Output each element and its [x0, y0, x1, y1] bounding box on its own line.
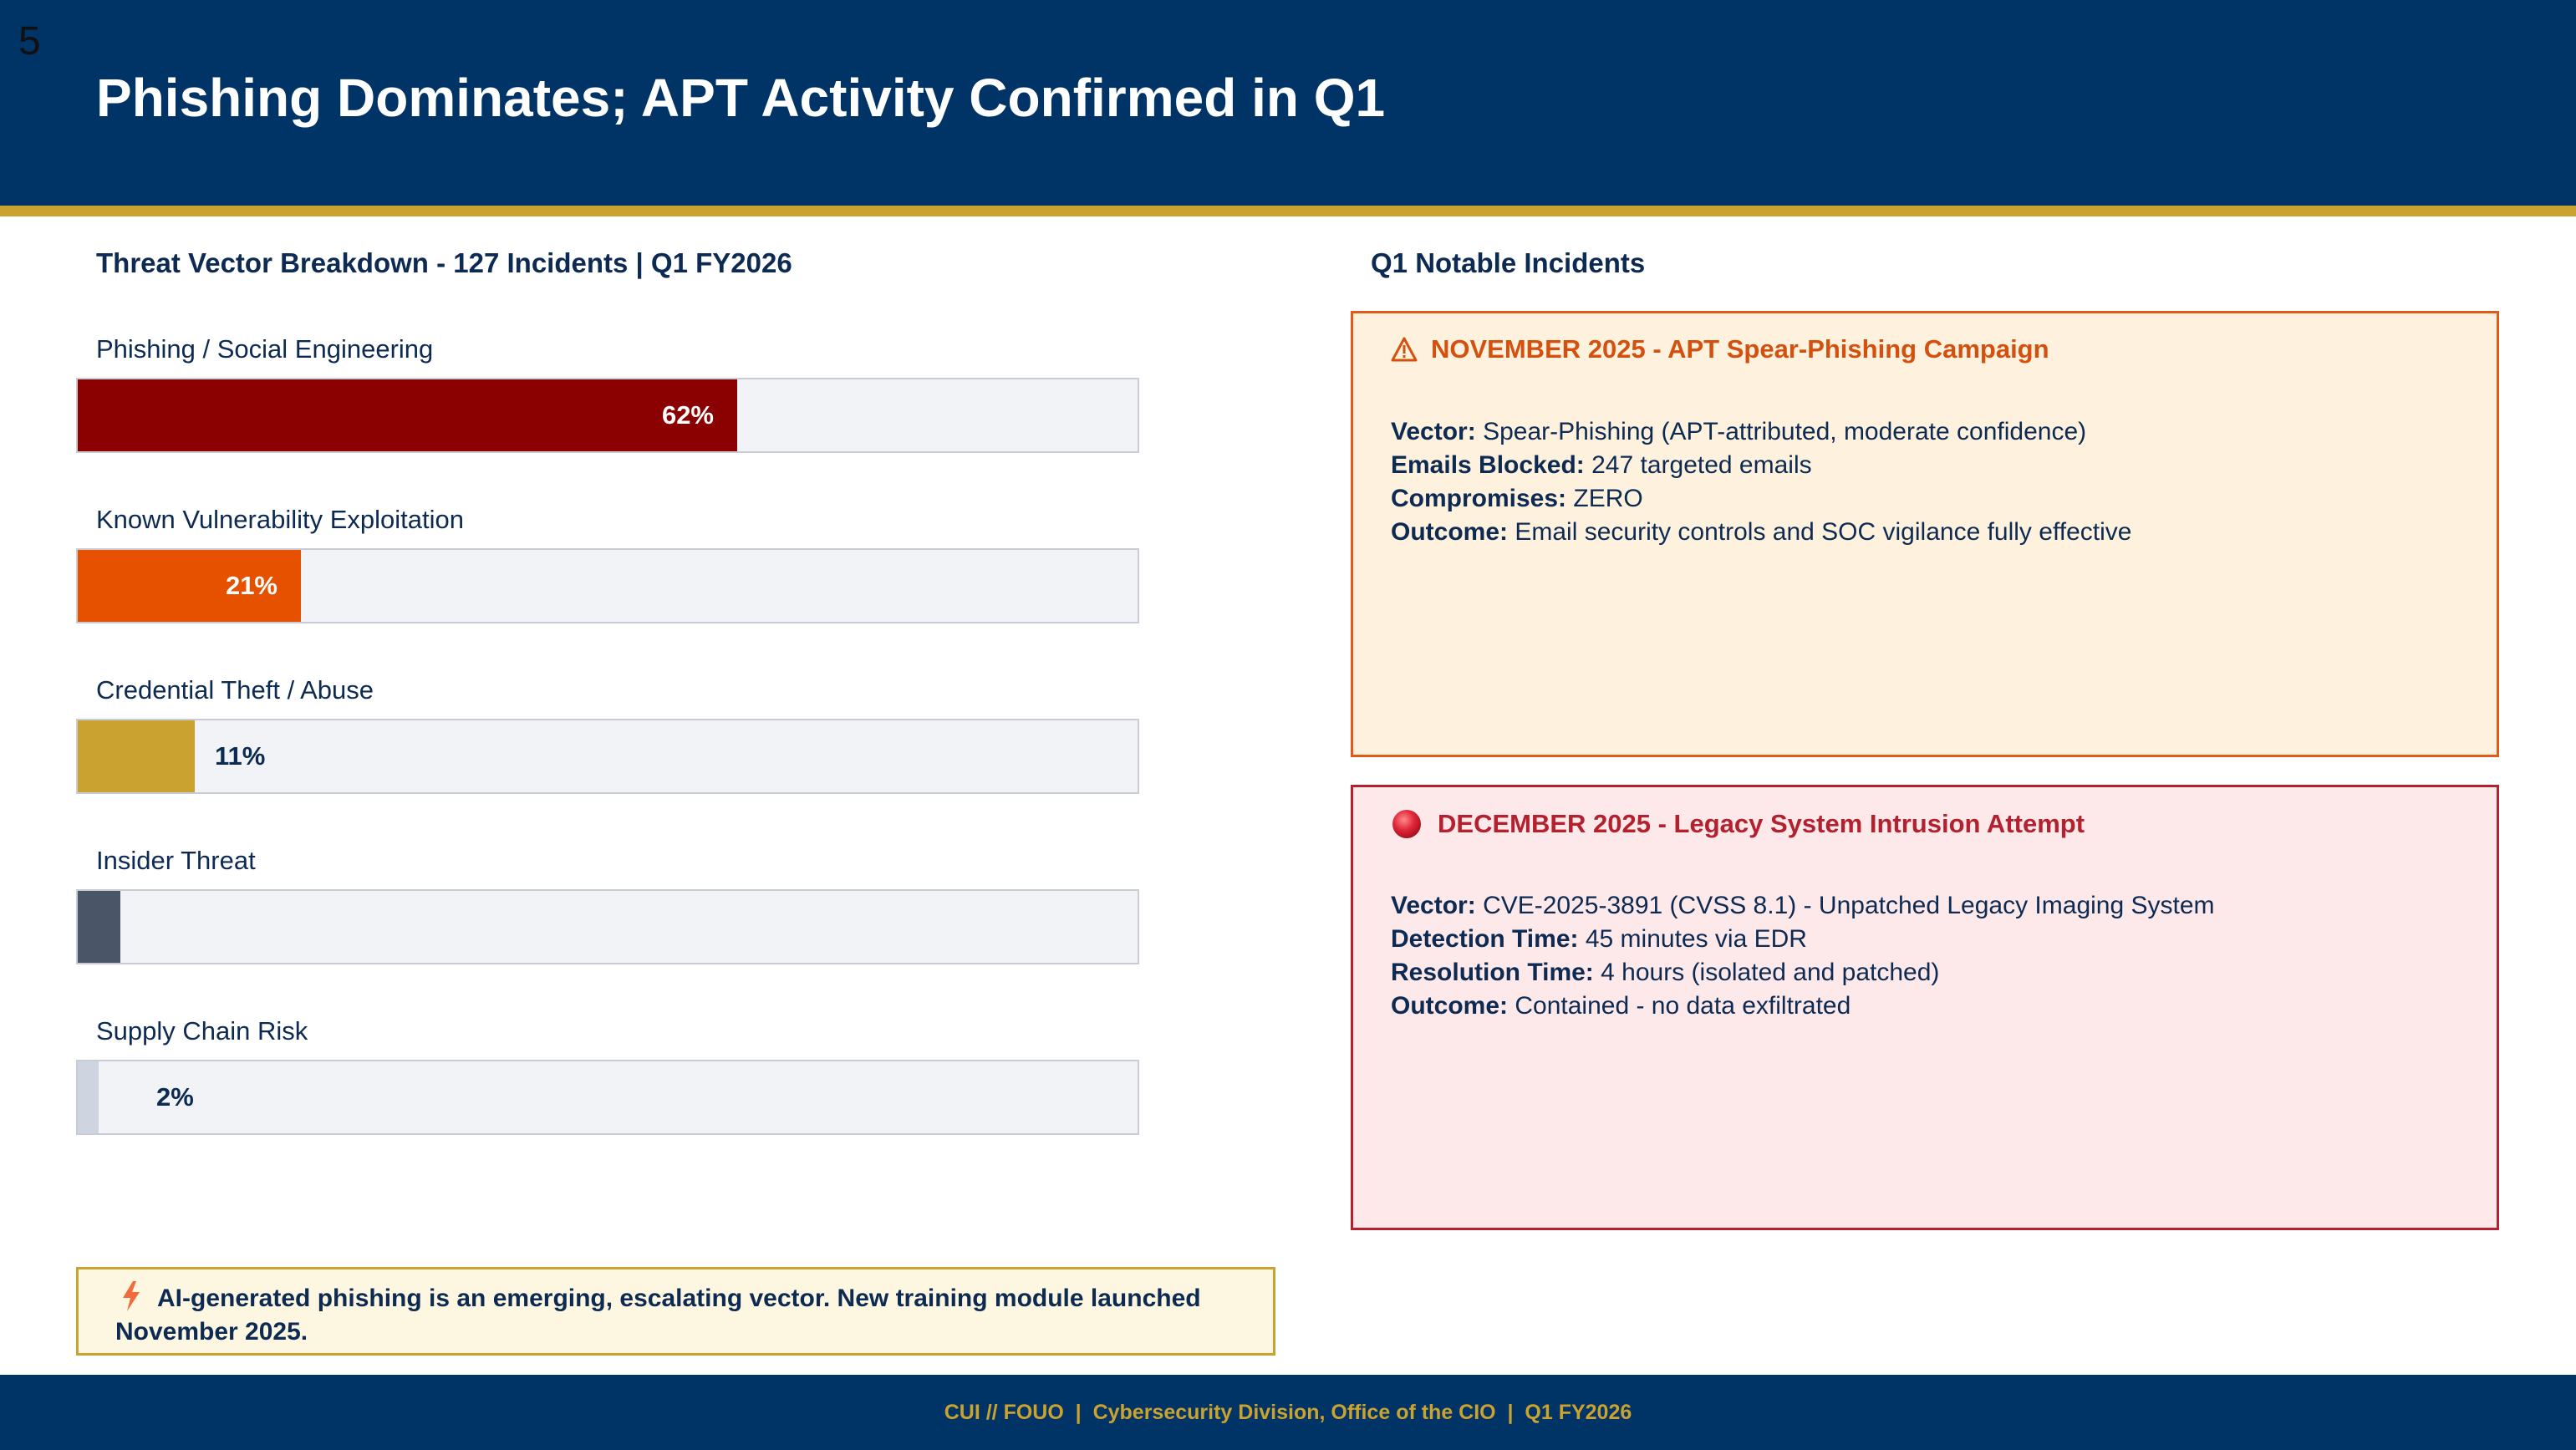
detail-value: 4 hours (isolated and patched) — [1601, 959, 1940, 986]
detail-row — [1391, 923, 2215, 956]
incident-card-december — [1351, 785, 2499, 1230]
bar-track — [76, 548, 1139, 623]
bar-label: Known Vulnerability Exploitation — [96, 505, 464, 534]
bar-label: Supply Chain Risk — [96, 1016, 308, 1046]
detail-label: Vector: — [1391, 418, 1476, 445]
detail-label: Emails Blocked: — [1391, 451, 1585, 479]
detail-label: Vector: — [1391, 892, 1476, 919]
notable-title: Q1 Notable Incidents — [1371, 247, 1646, 278]
detail-label: Resolution Time: — [1391, 959, 1594, 986]
detail-row — [1391, 956, 2215, 990]
bar-value-label: 4% — [156, 912, 194, 941]
bar-track — [76, 1060, 1139, 1135]
detail-label: Detection Time: — [1391, 925, 1579, 953]
bar-track — [76, 889, 1139, 964]
bar — [78, 891, 120, 963]
detail-row — [1391, 990, 2215, 1023]
incident-header — [1391, 808, 2085, 840]
incident-title: NOVEMBER 2025 - APT Spear-Phishing Campaign — [1431, 334, 2049, 364]
detail-label: Compromises: — [1391, 485, 1567, 512]
page-number: 5 — [18, 19, 41, 64]
detail-value: CVE-2025-3891 (CVSS 8.1) - Unpatched Legacy Imaging System — [1483, 892, 2215, 919]
incident-details — [1391, 415, 2131, 549]
bar-track — [76, 719, 1139, 794]
detail-value: Email security controls and SOC vigilance fully effective — [1515, 518, 2132, 546]
slide-title: Phishing Dominates; APT Activity Confirmed in Q1 — [96, 68, 1386, 128]
bar-value-label: 21% — [225, 571, 277, 600]
footer-text: CUI // FOUO | Cybersecurity Division, Office of the CIO | Q1 FY2026 — [944, 1401, 1632, 1424]
detail-row — [1391, 482, 2131, 516]
callout-box — [76, 1267, 1275, 1356]
bar — [78, 1061, 99, 1133]
detail-value: Spear-Phishing (APT-attributed, moderate confidence) — [1483, 418, 2087, 445]
detail-row — [1391, 415, 2131, 449]
detail-value: ZERO — [1573, 485, 1643, 512]
detail-row — [1391, 889, 2215, 923]
detail-row — [1391, 449, 2131, 482]
bar-value-label: 11% — [215, 741, 266, 771]
bar-value-label: 62% — [661, 400, 714, 430]
detail-label: Outcome: — [1391, 518, 1509, 546]
bar-label: Credential Theft / Abuse — [96, 675, 374, 705]
chart-title: Threat Vector Breakdown - 127 Incidents | Q1 FY2026 — [96, 247, 792, 278]
detail-row — [1391, 516, 2131, 549]
bar — [78, 379, 737, 451]
lightning-icon — [120, 1281, 142, 1311]
bar-label: Phishing / Social Engineering — [96, 334, 434, 364]
warning-icon — [1391, 337, 1418, 362]
red-circle-icon — [1391, 808, 1423, 840]
detail-value: Contained - no data exfiltrated — [1515, 992, 1851, 1020]
callout-message: AI-generated phishing is an emerging, escalating vector. New training module launched November 2025. — [115, 1285, 1201, 1346]
incident-card-november — [1351, 311, 2499, 757]
header-divider — [0, 206, 2576, 216]
detail-label: Outcome: — [1391, 992, 1509, 1020]
bar-value-label: 2% — [156, 1082, 194, 1112]
detail-value: 45 minutes via EDR — [1585, 925, 1807, 953]
slide-header — [0, 0, 2576, 206]
incident-header — [1391, 334, 2049, 364]
bar-track — [76, 378, 1139, 453]
slide-footer — [0, 1375, 2576, 1450]
bar-label: Insider Threat — [96, 846, 256, 875]
callout-text — [115, 1281, 1252, 1349]
incident-details — [1391, 889, 2215, 1023]
bar — [78, 720, 195, 792]
incident-title: DECEMBER 2025 - Legacy System Intrusion Attempt — [1438, 809, 2085, 838]
detail-value: 247 targeted emails — [1591, 451, 1812, 479]
